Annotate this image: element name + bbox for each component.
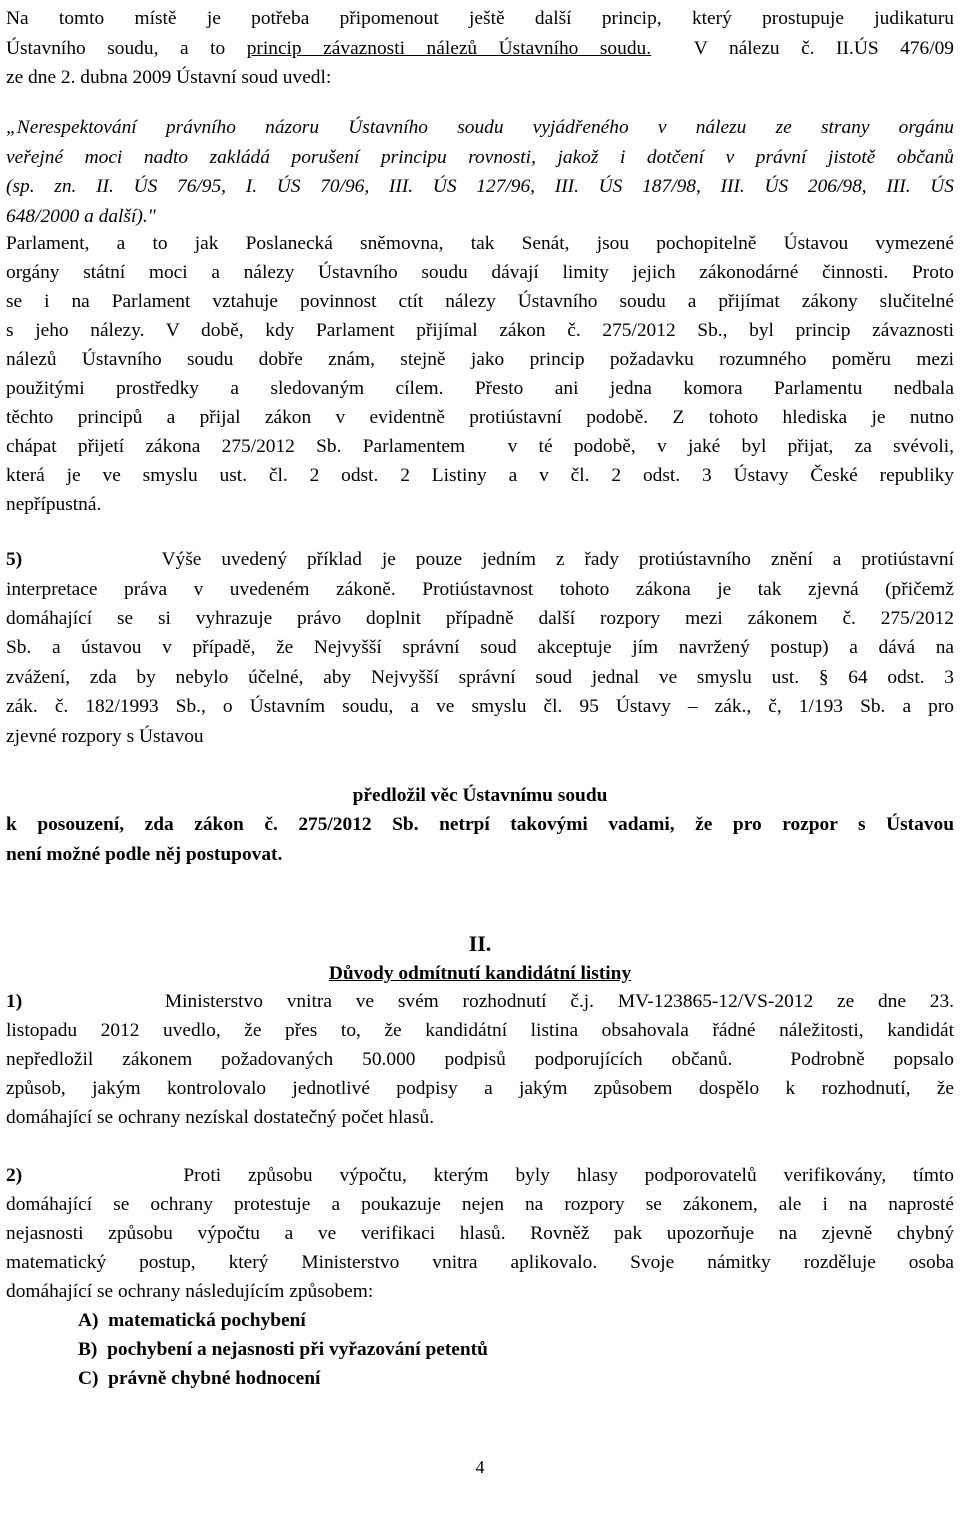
text-line (6, 1335, 954, 1365)
text-line (6, 403, 954, 433)
text-run: C) právně chybné hodnocení (78, 1368, 321, 1389)
text-run: veřejné moci nadto zakládá porušení principu rovnosti, jakož i dotčení v právní jistotě občanů (6, 147, 954, 168)
text-run: předložil věc Ústavnímu soudu (352, 785, 608, 806)
text-run: 648/2000 a další)." (6, 206, 156, 227)
text-line (6, 34, 954, 64)
text-run: domáhající se ochrany následujícím způsobem: (6, 1281, 374, 1302)
text-run: Proti způsobu výpočtu, kterým byly hlasy podporovatelů verifikovány, tímto (22, 1165, 954, 1186)
text-line (6, 345, 954, 375)
text-run: V nálezu č. II.ÚS 476/09 (651, 38, 955, 59)
text-run: II. (468, 931, 492, 956)
text-run: Parlament, a to jak Poslanecká sněmovna, tak Senát, jsou pochopitelně Ústavou vymezené (6, 233, 954, 254)
text-line (6, 1103, 954, 1133)
text-line (6, 1277, 954, 1307)
text-line (6, 987, 954, 1017)
text-line (6, 202, 954, 232)
text-run: (sp. zn. II. ÚS 76/95, I. ÚS 70/96, III. ÚS 127/96, III. ÚS 187/98, III. ÚS 206/98, III. ÚS (6, 176, 954, 197)
text-run: A) matematická pochybení (78, 1310, 306, 1331)
text-line (6, 929, 954, 959)
text-line (6, 633, 954, 663)
text-run: domáhající se si vyhrazuje právo doplnit případně další rozpory mezi zákonem č. 275/2012 (6, 608, 954, 629)
text-line (6, 575, 954, 605)
text-line (6, 1074, 954, 1104)
text-line (6, 722, 954, 752)
text-run: zjevné rozpory s Ústavou (6, 726, 204, 747)
text-line (6, 663, 954, 693)
text-run: chápat přijetí zákona 275/2012 Sb. Parlamentem v té podobě, v jaké byl přijat, za svévoli, (6, 436, 954, 457)
text-run: interpretace práva v uvedeném zákoně. Protiústavnost tohoto zákona je tak zjevná (přičemž (6, 579, 954, 600)
text-run: Ústavního soudu, a to (6, 38, 247, 59)
text-line (6, 1045, 954, 1075)
text-run: není možné podle něj postupovat. (6, 844, 283, 865)
text-line (6, 316, 954, 346)
text-run: domáhající se ochrany nezískal dostatečný počet hlasů. (6, 1107, 435, 1128)
text-line (6, 1219, 954, 1249)
text-run: k posouzení, zda zákon č. 275/2012 Sb. netrpí takovými vadami, že pro rozpor s Ústavou (6, 814, 954, 835)
text-line (6, 1161, 954, 1191)
text-run: s jeho nálezy. V době, kdy Parlament přijímal zákon č. 275/2012 Sb., byl princip závaznosti (6, 320, 954, 341)
text-run: listopadu 2012 uvedlo, že přes to, že kandidátní listina obsahovala řádné náležitosti, kandidát (6, 1020, 954, 1041)
text-run: „Nerespektování právního názoru Ústavního soudu vyjádřeného v nálezu ze strany orgánu (6, 117, 954, 138)
text-run: Na tomto místě je potřeba připomenout ještě další princip, který prostupuje judikaturu (6, 8, 954, 29)
text-line (6, 1306, 954, 1336)
text-run: nepřípustná. (6, 494, 102, 515)
text-line (6, 287, 954, 317)
text-line (6, 1248, 954, 1278)
text-run: 5) (6, 549, 23, 570)
text-line (6, 545, 954, 575)
text-run: Ministerstvo vnitra ve svém rozhodnutí č.j. MV-123865-12/VS-2012 ze dne 23. (22, 991, 954, 1012)
text-run: 1) (6, 991, 23, 1012)
text-run: těchto principů a přijal zákon v evidentně protiústavní podobě. Z tohoto hlediska je nutno (6, 407, 954, 428)
text-run: orgány státní moci a nálezy Ústavního soudu dávají limity jejich zákonodárné činnosti. Proto (6, 262, 954, 283)
text-run: zák. č. 182/1993 Sb., o Ústavním soudu, a ve smyslu čl. 95 Ústavy – zák., č, 1/193 Sb. a pro (6, 696, 954, 717)
text-line (6, 229, 954, 259)
text-line (6, 1364, 954, 1394)
text-line (6, 143, 954, 173)
text-line (6, 1190, 954, 1220)
text-line (6, 374, 954, 404)
text-line (6, 604, 954, 634)
text-line (6, 4, 954, 34)
text-run: se i na Parlament vztahuje povinnost ctít nálezy Ústavního soudu a přijímat zákony slučitelné (6, 291, 954, 312)
text-run: nálezů Ústavního soudu dobře znám, stejně jako princip požadavku rozumného poměru mezi (6, 349, 954, 370)
text-line (6, 810, 954, 840)
text-run: princip závaznosti nálezů Ústavního soudu. (246, 38, 652, 59)
text-run: která je ve smyslu ust. čl. 2 odst. 2 Listiny a v čl. 2 odst. 3 Ústavy České republiky (6, 465, 954, 486)
text-line (6, 959, 954, 989)
text-line (6, 692, 954, 722)
text-run: Důvody odmítnutí kandidátní listiny (328, 963, 632, 984)
text-line (6, 1016, 954, 1046)
text-run: ze dne 2. dubna 2009 Ústavní soud uvedl: (6, 67, 332, 88)
text-run: nepředložil zákonem požadovaných 50.000 podpisů podporujících občanů. Podrobně popsalo (6, 1049, 954, 1070)
text-run: způsob, jakým kontrolovalo jednotlivé podpisy a jakým způsobem dospělo k rozhodnutí, že (6, 1078, 954, 1099)
text-line (6, 113, 954, 143)
text-run: domáhající se ochrany protestuje a poukazuje nejen na rozpory se zákonem, ale i na naprosté (6, 1194, 954, 1215)
text-run: B) pochybení a nejasnosti při vyřazování petentů (78, 1339, 488, 1360)
text-run: matematický postup, který Ministerstvo vnitra aplikovalo. Svoje námitky rozděluje osoba (6, 1252, 954, 1273)
text-line (6, 490, 954, 520)
text-line (6, 63, 954, 93)
text-line (6, 781, 954, 811)
text-run: Výše uvedený příklad je pouze jedním z řady protiústavního znění a protiústavní (22, 549, 954, 570)
text-run: použitými prostředky a sledovaným cílem. Přesto ani jedna komora Parlamentu nedbala (6, 378, 954, 399)
text-line (6, 840, 954, 870)
text-line (6, 172, 954, 202)
text-line (6, 258, 954, 288)
text-line (6, 461, 954, 491)
text-line (6, 432, 954, 462)
text-run: 2) (6, 1165, 23, 1186)
text-run: Sb. a ústavou v případě, že Nejvyšší správní soud akceptuje jím navržený postup) a dává na (6, 637, 954, 658)
page-number: 4 (475, 1457, 485, 1477)
text-run: nejasnosti způsobu výpočtu a ve verifikaci hlasů. Rovněž pak upozorňuje na zjevně chybný (6, 1223, 954, 1244)
text-run: zvážení, zda by nebylo účelné, aby Nejvyšší správní soud jednal ve smyslu ust. § 64 odst. 3 (6, 667, 954, 688)
